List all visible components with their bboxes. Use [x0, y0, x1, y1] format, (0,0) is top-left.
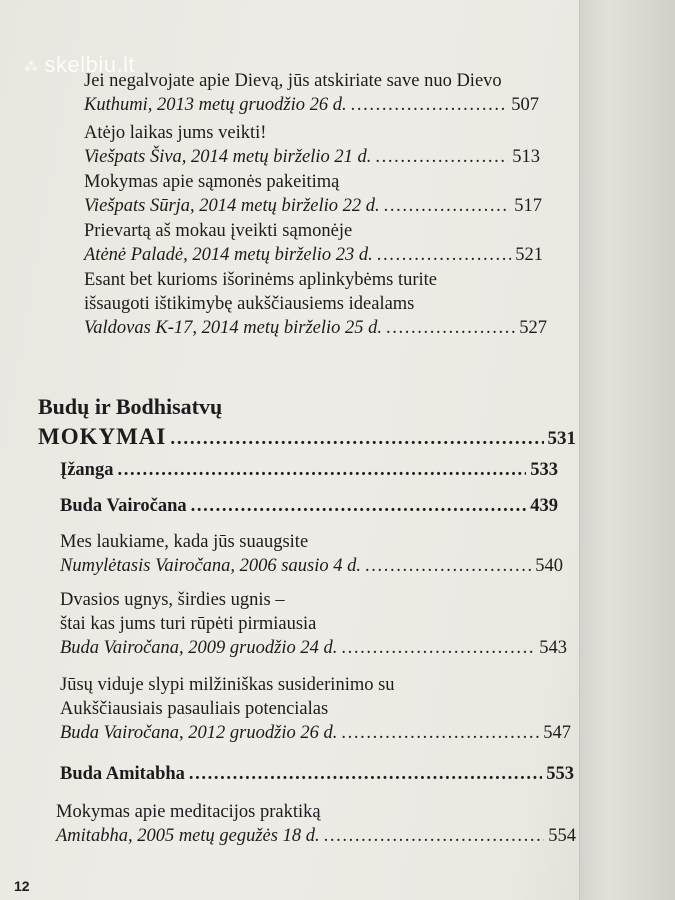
entry-title: Mes laukiame, kada jūs suaugsite — [60, 532, 309, 552]
entry-page: 513 — [512, 147, 540, 167]
subsection-title: Buda Vairočana — [60, 496, 187, 516]
toc-entry — [84, 219, 543, 267]
entry-author: Amitabha, 2005 metų gegužės 18 d. — [56, 826, 320, 846]
entry-author: Kuthumi, 2013 metų gruodžio 26 d. — [84, 95, 347, 115]
entry-author: Numylėtasis Vairočana, 2006 sausio 4 d. — [60, 556, 361, 576]
entry-title: Dvasios ugnys, širdies ugnis – — [60, 590, 285, 610]
dot-leader — [324, 824, 545, 848]
dot-leader — [375, 145, 508, 169]
entry-author: Buda Vairočana, 2012 gruodžio 26 d. — [60, 723, 338, 743]
toc-entry — [60, 530, 563, 578]
page-number: 12 — [14, 878, 30, 894]
entry-author-line — [84, 93, 539, 117]
dot-leader — [189, 762, 542, 786]
entry-author: Valdovas K-17, 2014 metų birželio 25 d. — [84, 318, 383, 338]
subsection-title: Įžanga — [60, 460, 114, 480]
toc-entry — [84, 121, 540, 169]
dot-leader — [341, 636, 535, 660]
entry-page: 554 — [548, 826, 576, 846]
toc-entry — [84, 69, 539, 117]
entry-author-line — [84, 316, 547, 340]
dot-leader — [351, 93, 508, 117]
toc-subsection — [60, 762, 574, 786]
entry-title: Mokymas apie meditacijos praktiką — [56, 802, 321, 822]
toc-entry — [60, 673, 571, 745]
entry-page: 543 — [539, 638, 567, 658]
toc-entry — [60, 588, 567, 660]
section-page: 531 — [547, 428, 576, 449]
section-heading-row — [38, 424, 576, 450]
toc-subsection — [60, 494, 558, 518]
entry-title-line2: štai kas jums turi rūpėti pirmiausia — [60, 614, 317, 634]
watermark-dots-icon: ⁂ — [24, 57, 39, 74]
entry-author: Atėnė Paladė, 2014 metų birželio 23 d. — [84, 245, 373, 265]
entry-page: 507 — [511, 95, 539, 115]
entry-author-line — [84, 145, 540, 169]
entry-title: Atėjo laikas jums veikti! — [84, 123, 267, 143]
entry-page: 521 — [515, 245, 543, 265]
entry-title-line2: išsaugoti ištikimybę aukščiausiems idealams — [84, 294, 415, 314]
entry-title: Mokymas apie sąmonės pakeitimą — [84, 172, 340, 192]
entry-title: Jei negalvojate apie Dievą, jūs atskiriate save nuo Dievo — [84, 71, 502, 91]
dot-leader — [377, 243, 511, 267]
toc-subsection — [60, 458, 558, 482]
entry-author-line — [84, 194, 542, 218]
subsection-page: 553 — [546, 764, 574, 784]
entry-page: 517 — [514, 196, 542, 216]
entry-author-line — [60, 636, 567, 660]
entry-author-line — [84, 243, 543, 267]
watermark-text: skelbiu.lt — [44, 52, 136, 77]
toc-entry — [84, 268, 547, 340]
toc-entry — [84, 170, 542, 218]
entry-author: Viešpats Šiva, 2014 metų birželio 21 d. — [84, 147, 372, 167]
entry-page: 547 — [543, 723, 571, 743]
entry-author-line — [60, 721, 571, 745]
entry-author: Buda Vairočana, 2009 gruodžio 24 d. — [60, 638, 338, 658]
entry-author-line — [60, 554, 563, 578]
entry-title: Jūsų viduje slypi milžiniškas susiderinimo su — [60, 675, 395, 695]
dot-leader — [170, 428, 543, 450]
entry-page: 527 — [519, 318, 547, 338]
entry-title: Prievartą aš mokau įveikti sąmonėje — [84, 221, 353, 241]
dot-leader — [191, 494, 527, 518]
entry-author: Viešpats Sūrja, 2014 metų birželio 22 d. — [84, 196, 380, 216]
section-heading: Budų ir Bodhisatvų — [38, 394, 223, 419]
subsection-page: 439 — [530, 496, 558, 516]
subsection-page: 533 — [530, 460, 558, 480]
entry-page: 540 — [535, 556, 563, 576]
toc-entry — [56, 800, 576, 848]
entry-title-line2: Aukščiausiais pasauliais potencialas — [60, 699, 329, 719]
dot-leader — [386, 316, 515, 340]
dot-leader — [384, 194, 511, 218]
subsection-title: Buda Amitabha — [60, 764, 185, 784]
entry-title: Esant bet kurioms išorinėms aplinkybėms turite — [84, 270, 437, 290]
dot-leader — [117, 458, 526, 482]
entry-author-line — [56, 824, 576, 848]
dot-leader — [365, 554, 531, 578]
dot-leader — [341, 721, 539, 745]
section-heading-caps: MOKYMAI — [38, 424, 167, 449]
